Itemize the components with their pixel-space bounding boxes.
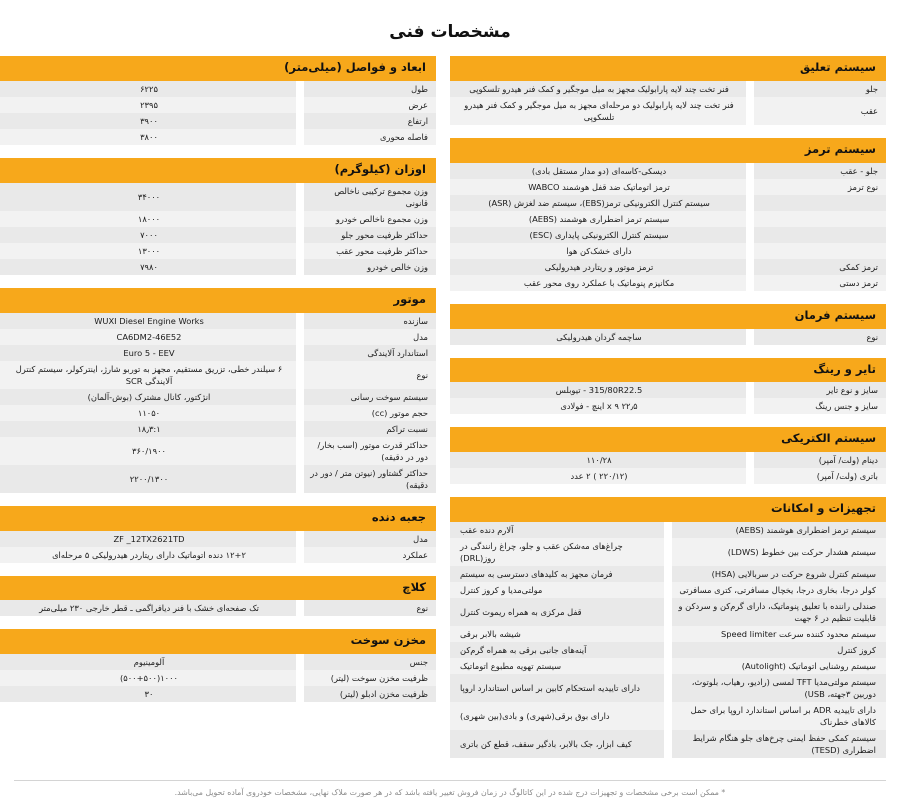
table-row <box>0 547 436 563</box>
block-title-fuel-tank: مخزن سوخت <box>0 629 436 654</box>
spec-rows <box>450 329 886 345</box>
spec-rows <box>0 81 436 145</box>
table-row <box>450 382 886 398</box>
equipment-item-secondary: آلارم دنده عقب <box>460 525 514 536</box>
spec-rows <box>0 600 436 616</box>
row-gap <box>296 686 304 702</box>
row-label: باتری (ولت/ آمپر) <box>816 471 878 482</box>
spec-rows <box>450 81 886 125</box>
row-value: ۳۹۰۰ <box>140 115 158 126</box>
block-title-electrical-system: سیستم الکتریکی <box>450 427 886 452</box>
row-gap <box>664 566 672 582</box>
row-gap <box>296 329 304 345</box>
spec-block-equipment-and-features <box>450 497 886 758</box>
row-value: ساچمه گردان هیدرولیکی <box>556 331 642 342</box>
row-value: ۱۲+۲ دنده اتوماتیک دارای ریتاردر هیدرولیکی ۵ مرحله‌ای <box>52 549 246 560</box>
equipment-item-primary: سیستم کنترل شروع حرکت در سربالایی (HSA) <box>711 569 876 580</box>
row-gap <box>296 243 304 259</box>
row-gap <box>296 345 304 361</box>
row-label: فاصله محوری <box>380 131 428 142</box>
table-row <box>450 259 886 275</box>
equipment-item-secondary: شیشه بالابر برقی <box>460 629 521 640</box>
equipment-item-secondary: فرمان مجهز به کلیدهای دسترسی به سیستم <box>460 569 613 580</box>
equipment-item-secondary: چراغ‌های مه‌شکن عقب و جلو، چراغ رانندگی در روز(DRL) <box>460 541 623 564</box>
table-row <box>0 345 436 361</box>
table-row <box>450 674 886 702</box>
right-spec-column <box>0 56 436 715</box>
block-title-weights: اوزان (کیلوگرم) <box>0 158 436 183</box>
row-label: ارتفاع <box>407 115 428 126</box>
table-row <box>0 329 436 345</box>
row-value: ۳۴۰۰۰ <box>137 191 161 202</box>
row-label: جنس <box>409 657 428 668</box>
spec-block-electrical-system <box>450 427 886 484</box>
equipment-item-secondary: کیف ابزار، جک بالابر، بادگیر سقف، قطع کن باتری <box>460 739 632 750</box>
row-gap <box>296 129 304 145</box>
row-value: ۷۹۸۰ <box>140 261 158 272</box>
table-row <box>0 211 436 227</box>
row-value: سیستم ترمز اضطراری هوشمند (AEBS) <box>528 213 670 224</box>
row-label: وزن مجموع ناخالص خودرو <box>335 213 428 224</box>
equipment-rows <box>450 522 886 758</box>
row-value: ۳۶۰/۱۹۰۰ <box>132 445 166 456</box>
row-value: ۱۱۰/۲۸ <box>586 455 612 466</box>
row-value: آلومینیوم <box>133 657 165 668</box>
equipment-item-primary: سیستم کمکی حفظ ایمنی چرخ‌های جلو هنگام شرایط اضطراری (TESD) <box>692 733 876 756</box>
equipment-item-secondary: مولتی‌مدیا و کروز کنترل <box>460 585 543 596</box>
table-row <box>450 566 886 582</box>
block-title-suspension: سیستم تعلیق <box>450 56 886 81</box>
row-label: وزن خالص خودرو <box>367 261 428 272</box>
table-row <box>0 313 436 329</box>
row-gap <box>296 437 304 465</box>
row-label: وزن مجموع ترکیبی ناخالص قانونی <box>334 185 428 208</box>
table-row <box>0 129 436 145</box>
table-row <box>450 598 886 626</box>
table-row <box>0 97 436 113</box>
table-row <box>0 183 436 211</box>
block-title-brake-system: سیستم ترمز <box>450 138 886 163</box>
row-label: نوع ترمز <box>847 181 878 192</box>
row-label: عقب <box>860 105 878 116</box>
table-row <box>0 243 436 259</box>
block-title-tire-and-rim: تایر و رینگ <box>450 358 886 383</box>
row-gap <box>746 452 754 468</box>
table-row <box>0 465 436 493</box>
table-row <box>0 81 436 97</box>
table-row <box>0 259 436 275</box>
table-row <box>450 582 886 598</box>
row-value: ۳۸۰۰ <box>140 131 158 142</box>
row-value: Euro 5 - EEV <box>123 347 175 358</box>
table-row <box>0 421 436 437</box>
table-row <box>0 600 436 616</box>
row-value: ۶۲۲۵ <box>140 83 158 94</box>
table-row <box>0 437 436 465</box>
row-value: سیستم کنترل الکترونیکی پایداری (ESC) <box>529 229 669 240</box>
table-row <box>0 389 436 405</box>
table-row <box>0 531 436 547</box>
row-gap <box>296 211 304 227</box>
row-label: سایز و جنس رینگ <box>815 401 878 412</box>
table-row <box>0 113 436 129</box>
row-label: طول <box>411 83 428 94</box>
row-value: تک صفحه‌ای خشک با فنر دیافراگمی ـ قطر خارجی ۲۳۰ میلی‌متر <box>39 603 259 614</box>
table-row <box>450 702 886 730</box>
table-row <box>450 452 886 468</box>
row-value: ۷۰۰۰ <box>140 229 158 240</box>
table-row <box>450 243 886 259</box>
row-gap <box>296 465 304 493</box>
row-value: انژکتور، کانال مشترک (بوش-آلمان) <box>87 391 211 402</box>
equipment-item-primary: کروز کنترل <box>837 645 876 656</box>
row-value: دارای خشک‌کن هوا <box>566 245 632 256</box>
table-row <box>450 522 886 538</box>
row-value: فنر تخت چند لایه پارابولیک دو مرحله‌ای مجهز به میل موجگیر و کمک فنر هیدرو تلسکوپی <box>464 99 734 122</box>
equipment-item-primary: سیستم روشنایی اتوماتیک (Autolight) <box>741 661 876 672</box>
row-gap <box>664 522 672 538</box>
table-row <box>450 163 886 179</box>
spec-rows <box>0 531 436 563</box>
row-gap <box>746 275 754 291</box>
spec-block-weights <box>0 158 436 275</box>
row-gap <box>296 389 304 405</box>
page-title: مشخصات فنی <box>389 22 511 42</box>
row-gap <box>296 531 304 547</box>
row-gap <box>296 81 304 97</box>
table-row <box>0 227 436 243</box>
row-gap <box>664 598 672 626</box>
row-gap <box>664 538 672 566</box>
row-gap <box>746 179 754 195</box>
row-gap <box>296 259 304 275</box>
row-label: مدل <box>413 331 428 342</box>
row-gap <box>296 421 304 437</box>
row-gap <box>664 702 672 730</box>
row-label: جلو <box>865 83 878 94</box>
row-gap <box>746 468 754 484</box>
equipment-item-primary: سیستم ترمز اضطراری هوشمند (AEBS) <box>735 525 876 536</box>
table-row <box>450 275 886 291</box>
spec-rows <box>450 382 886 414</box>
footnote-divider <box>14 780 886 781</box>
table-row <box>0 654 436 670</box>
row-gap <box>746 97 754 125</box>
row-value: ۱۳۰۰۰ <box>137 245 161 256</box>
row-value: ۲۲۰۰/۱۳۰۰ <box>129 473 169 484</box>
spec-columns <box>0 56 900 771</box>
row-gap <box>664 730 672 758</box>
row-value: ۱۸۰۰۰ <box>137 213 161 224</box>
spec-block-fuel-tank <box>0 629 436 702</box>
table-row <box>0 686 436 702</box>
row-value: ترمز اتوماتیک ضد قفل هوشمند WABCO <box>528 181 670 192</box>
row-value: ترمز موتور و ریتاردر هیدرولیکی <box>544 261 654 272</box>
row-label: ترمز دستی <box>839 277 878 288</box>
row-value: ۲۲٫۵ x ۹ اینچ - فولادی <box>560 401 638 412</box>
table-row <box>450 730 886 758</box>
row-label: حداکثر گشتاور (نیوتن متر / دور در دقیقه) <box>310 467 428 490</box>
row-gap <box>664 658 672 674</box>
row-label: مدل <box>413 533 428 544</box>
equipment-item-primary: سیستم محدود کننده سرعت Speed limiter <box>721 629 876 640</box>
table-row <box>0 670 436 686</box>
row-gap <box>296 313 304 329</box>
row-label: نوع <box>416 603 428 614</box>
spec-block-suspension <box>450 56 886 125</box>
table-row <box>450 211 886 227</box>
row-gap <box>664 642 672 658</box>
equipment-item-secondary: دارای تاییدیه استحکام کابین بر اساس استاندارد اروپا <box>460 683 640 694</box>
spec-rows <box>0 183 436 275</box>
row-gap <box>746 398 754 414</box>
block-title-steering-system: سیستم فرمان <box>450 304 886 329</box>
row-value: ۱۱۰۵۰ <box>137 407 161 418</box>
equipment-item-primary: دارای تاییدیه ADR بر اساس استاندارد اروپا برای حمل کالاهای خطرناک <box>690 705 876 728</box>
left-spec-column <box>450 56 886 771</box>
spec-block-clutch <box>0 576 436 617</box>
spec-rows <box>450 452 886 484</box>
spec-rows <box>450 163 886 291</box>
block-title-engine: موتور <box>0 288 436 313</box>
spec-rows <box>0 654 436 702</box>
row-label <box>754 211 886 227</box>
spec-block-steering-system <box>450 304 886 345</box>
row-label: سیستم سوخت رسانی <box>350 391 428 402</box>
spec-block-dimensions <box>0 56 436 145</box>
equipment-item-secondary: سیستم تهویه مطبوع اتوماتیک <box>460 661 562 672</box>
block-title-clutch: کلاچ <box>0 576 436 601</box>
row-gap <box>296 405 304 421</box>
row-gap <box>296 670 304 686</box>
row-value: سیستم کنترل الکترونیکی ترمز(EBS)، سیستم ضد لغزش (ASR) <box>488 197 710 208</box>
table-row <box>450 97 886 125</box>
row-label: ظرفیت مخزن سوخت (لیتر) <box>330 673 428 684</box>
row-value: WUXI Diesel Engine Works <box>94 315 204 326</box>
row-label: ترمز کمکی <box>839 261 878 272</box>
row-gap <box>746 195 754 211</box>
table-row <box>450 468 886 484</box>
spec-block-engine <box>0 288 436 493</box>
spec-block-gearbox <box>0 506 436 563</box>
table-row <box>0 405 436 421</box>
equipment-item-secondary: دارای بوق برقی(شهری) و بادی(بین شهری) <box>460 711 610 722</box>
block-title-dimensions: ابعاد و فواصل (میلی‌متر) <box>0 56 436 81</box>
row-label: استاندارد آلایندگی <box>367 347 428 358</box>
row-label: حداکثر ظرفیت محور عقب <box>336 245 428 256</box>
row-value: ۱۰۰۰(۵۰۰+۵۰۰) <box>119 673 179 684</box>
equipment-item-primary: کولر درجا، بخاری درجا، یخچال مسافرتی، کتری مسافرتی <box>679 585 876 596</box>
table-row <box>450 538 886 566</box>
row-gap <box>296 97 304 113</box>
spec-block-brake-system <box>450 138 886 291</box>
row-label: نوع <box>866 331 878 342</box>
row-gap <box>296 654 304 670</box>
footnote-text: * ممکن است برخی مشخصات و تجهیزات درج شده در این کاتالوگ در زمان فروش تغییر یافته باشد که در هر صورت ملاک نهایی، مشخصات خودروی آماده تحویل می‌باشد. <box>174 788 726 798</box>
row-value: ۳۰ <box>144 689 154 700</box>
row-gap <box>746 227 754 243</box>
row-label <box>754 227 886 243</box>
table-row <box>0 361 436 389</box>
table-row <box>450 81 886 97</box>
spec-block-tire-and-rim <box>450 358 886 415</box>
row-gap <box>664 582 672 598</box>
row-label <box>754 243 886 259</box>
block-title-gearbox: جعبه دنده <box>0 506 436 531</box>
row-value: ZF _12TX2621TD <box>113 533 185 544</box>
equipment-item-primary: سیستم مولتی‌مدیا TFT لمسی (رادیو، رهیاب، بلوتوث، دوربین ۳جهته، USB) <box>691 677 876 700</box>
row-gap <box>746 259 754 275</box>
block-title-equipment-and-features: تجهیزات و امکانات <box>450 497 886 522</box>
row-label <box>754 195 886 211</box>
table-row <box>450 329 886 345</box>
row-gap <box>664 674 672 702</box>
row-value: دیسکی-کاسه‌ای (دو مدار مستقل بادی) <box>531 165 667 176</box>
row-label: جلو - عقب <box>840 165 878 176</box>
row-label: نسبت تراکم <box>386 423 428 434</box>
row-gap <box>746 329 754 345</box>
row-label: سازنده <box>403 315 428 326</box>
table-row <box>450 658 886 674</box>
row-label: نوع <box>416 369 428 380</box>
footnote-area <box>0 773 900 799</box>
row-value: مکانیزم پنوماتیک با عملکرد روی محور عقب <box>523 277 675 288</box>
row-label: سایز و نوع تایر <box>826 385 878 396</box>
table-row <box>450 642 886 658</box>
equipment-item-primary: صندلی راننده با تعلیق پنوماتیک، دارای گرم‌کن و سردکن و قابلیت تنظیم در ۶ جهت <box>678 601 876 624</box>
row-gap <box>296 361 304 389</box>
table-row <box>450 626 886 642</box>
table-row <box>450 398 886 414</box>
row-label: دینام (ولت/ آمپر) <box>818 455 878 466</box>
equipment-item-secondary: آینه‌های جانبی برقی به همراه گرم‌کن <box>460 645 587 656</box>
row-value: CA6DM2-46E52 <box>116 331 182 342</box>
row-gap <box>746 211 754 227</box>
row-value: ۱۸٫۳:۱ <box>137 423 161 434</box>
row-label: ظرفیت مخزن ادبلو (لیتر) <box>339 689 428 700</box>
spec-rows <box>0 313 436 493</box>
row-gap <box>296 113 304 129</box>
row-gap <box>296 600 304 616</box>
row-gap <box>296 183 304 211</box>
row-gap <box>746 81 754 97</box>
row-gap <box>746 243 754 259</box>
row-label: عملکرد <box>402 549 428 560</box>
table-row <box>450 179 886 195</box>
row-value: ۶ سیلندر خطی، تزریق مستقیم، مجهز به توربو شارژ، اینترکولر، سیستم کنترل آلایندگی SCR <box>15 363 283 386</box>
table-row <box>450 227 886 243</box>
row-label: حداکثر ظرفیت محور جلو <box>341 229 428 240</box>
equipment-item-secondary: قفل مرکزی به همراه ریموت کنترل <box>460 607 582 618</box>
row-label: عرض <box>408 99 428 110</box>
row-value: فنر تخت چند لایه پارابولیک مجهز به میل موجگیر و کمک فنر هیدرو تلسکوپی <box>469 83 729 94</box>
row-gap <box>746 382 754 398</box>
row-gap <box>296 547 304 563</box>
row-label: حجم موتور (cc) <box>371 407 428 418</box>
table-row <box>450 195 886 211</box>
equipment-item-primary: سیستم هشدار حرکت بین خطوط (LDWS) <box>727 547 876 558</box>
row-value: 315/80R22.5 - تیوبلس <box>555 385 643 396</box>
row-gap <box>746 163 754 179</box>
row-gap <box>664 626 672 642</box>
row-label: حداکثر قدرت موتور (اسب بخار/ دور در دقیقه) <box>317 439 428 462</box>
row-gap <box>296 227 304 243</box>
row-value: (۲۲۰/۱۲ ) ۲ عدد <box>570 471 628 482</box>
row-value: ۲۳۹۵ <box>140 99 158 110</box>
